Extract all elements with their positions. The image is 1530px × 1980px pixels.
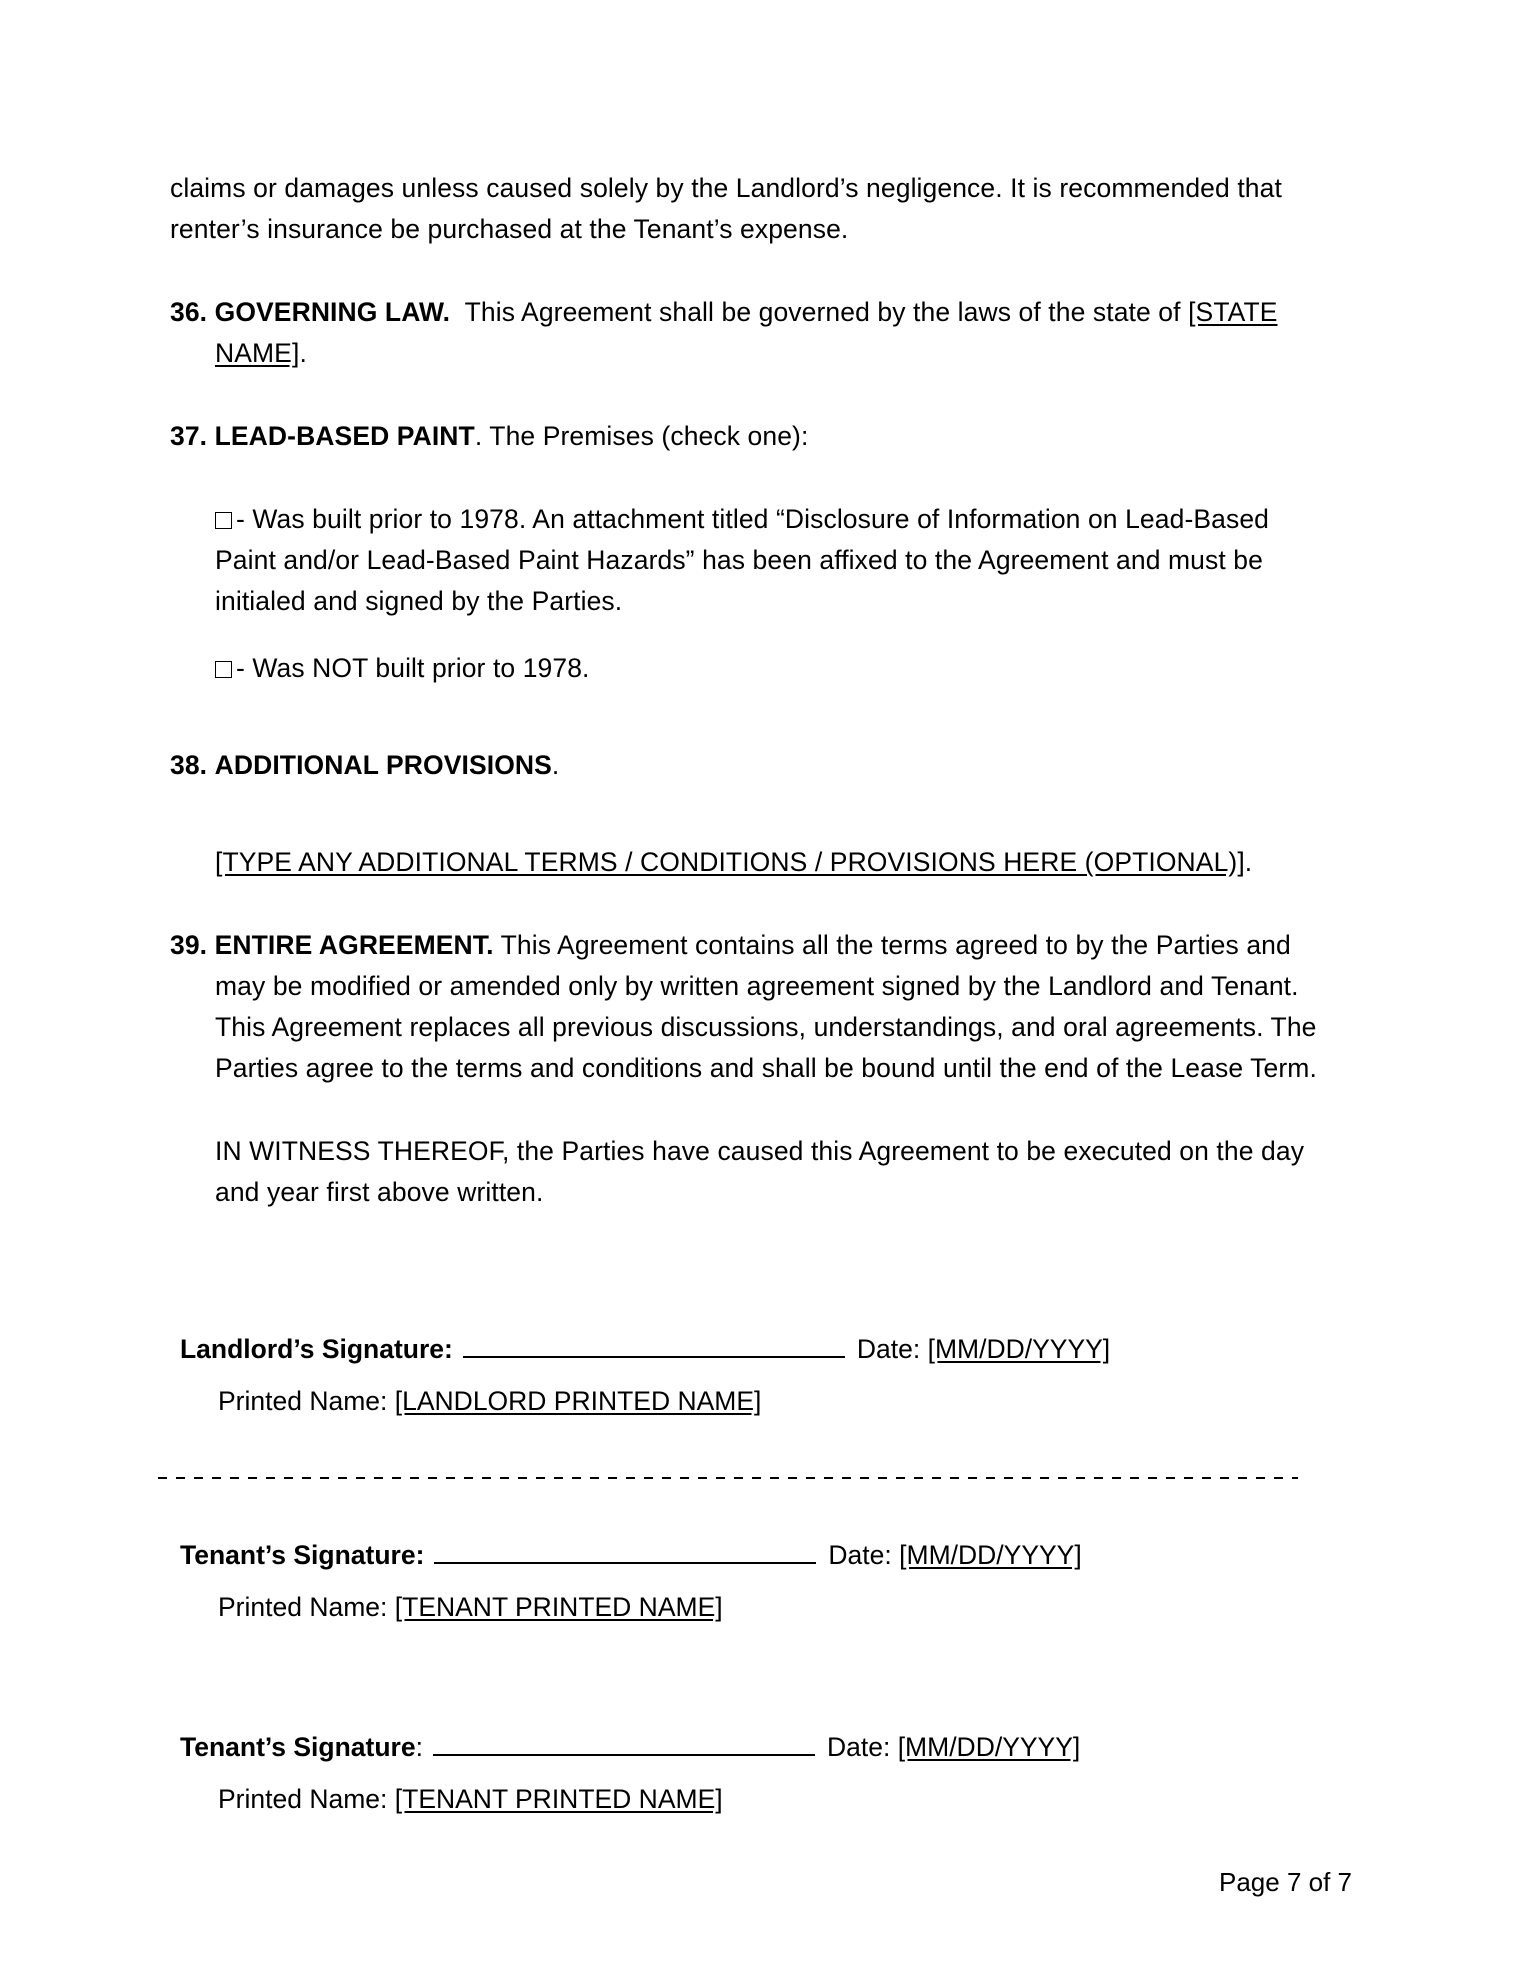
tenant-1-printed-name-label: Printed Name:: [218, 1592, 388, 1622]
tenant-2-signature-label: Tenant’s Signature: [180, 1732, 416, 1762]
landlord-signature-label: Landlord’s Signature: [180, 1334, 445, 1364]
section-38-heading: ADDITIONAL PROVISIONS: [214, 750, 552, 780]
spacer: [170, 1627, 1320, 1701]
tenant-1-date-value[interactable]: [MM/DD/YYYY]: [899, 1540, 1082, 1570]
section-38-period: .: [551, 750, 560, 780]
additional-provisions-placeholder[interactable]: [TYPE ANY ADDITIONAL TERMS / CONDITIONS / PROVISIONS HERE (OPTIONAL)]: [215, 847, 1245, 877]
checkbox-unchecked-icon[interactable]: [215, 512, 232, 529]
tenant-1-signature-field[interactable]: [434, 1536, 816, 1564]
spacer: [170, 1089, 1320, 1131]
tenant-2-signature-field[interactable]: [433, 1728, 815, 1756]
landlord-printed-name-row: [170, 1381, 1320, 1421]
section-39-heading: ENTIRE AGREEMENT.: [214, 930, 494, 960]
additional-provisions-placeholder-row: [170, 842, 1320, 883]
spacer: [170, 250, 1320, 292]
section-39-body: This Agreement contains all the terms agreed to by the Parties and may be modified or amended only by written agreement signed by the Landlord and Tenant. This Agreement replaces all previous discussions, understandings, and oral agreements. The Parties agree to the terms and conditions and shall be bound until the end of the Lease Term.: [215, 930, 1317, 1083]
tenant-2-date-label: Date:: [826, 1732, 891, 1762]
tenant-1-printed-name-row: [170, 1587, 1320, 1627]
tenant-2-printed-name-row: [170, 1779, 1320, 1819]
spacer: [170, 374, 1320, 416]
section-36-state-placeholder[interactable]: [STATE NAME]: [215, 297, 1278, 368]
section-38-number: 38.: [170, 750, 208, 780]
lead-paint-option-2[interactable]: [170, 648, 1320, 689]
section-39-number: 39.: [170, 930, 208, 960]
tenant-2-signature-row: [170, 1727, 1320, 1767]
lead-paint-option-1[interactable]: [170, 499, 1320, 622]
section-36-body-before: This Agreement shall be governed by the laws of the state of: [464, 297, 1189, 327]
section-37-subtext: . The Premises (check one):: [474, 421, 809, 451]
section-37-heading: LEAD-BASED PAINT: [214, 421, 475, 451]
spacer: [170, 457, 1320, 499]
section-39-entire-agreement: [170, 925, 1320, 1089]
tenant-2-signature-colon: :: [415, 1732, 423, 1762]
spacer: [170, 1479, 1320, 1535]
additional-provisions-trailing-period: .: [1244, 847, 1253, 877]
section-36-number: 36.: [170, 297, 208, 327]
spacer: [170, 689, 1320, 745]
landlord-signature-row: [170, 1329, 1320, 1369]
tenant-1-signature-colon: :: [415, 1540, 425, 1570]
section-36-body-after: .: [299, 338, 307, 368]
spacer: [170, 786, 1320, 842]
witness-paragraph: IN WITNESS THEREOF, the Parties have caused this Agreement to be executed on the day and year first above written.: [215, 1136, 1305, 1207]
spacer: [170, 1421, 1320, 1477]
landlord-printed-name-label: Printed Name:: [218, 1386, 388, 1416]
tenant-2-printed-name-label: Printed Name:: [218, 1784, 388, 1814]
spacer: [170, 1701, 1320, 1727]
page-content: [170, 168, 1320, 1819]
lead-paint-option-2-label: - Was NOT built prior to 1978.: [236, 653, 590, 683]
landlord-signature-field[interactable]: [463, 1330, 845, 1358]
tenant-1-printed-name-value[interactable]: [TENANT PRINTED NAME]: [394, 1592, 723, 1622]
checkbox-unchecked-icon[interactable]: [215, 661, 232, 678]
section-38-additional-provisions: [170, 745, 1320, 786]
landlord-printed-name-value[interactable]: [LANDLORD PRINTED NAME]: [394, 1386, 762, 1416]
spacer: [170, 1213, 1320, 1287]
tenant-2-printed-name-value[interactable]: [TENANT PRINTED NAME]: [394, 1784, 723, 1814]
tenant-2-date-value[interactable]: [MM/DD/YYYY]: [897, 1732, 1081, 1762]
spacer: [170, 1287, 1320, 1329]
spacer: [170, 883, 1320, 925]
lead-paint-option-1-label: - Was built prior to 1978. An attachment titled “Disclosure of Information on Lead-Based Paint and/or Lead-Based Paint Hazards” has been affixed to the Agreement and must be initialed and signed by the Parties.: [215, 504, 1270, 616]
intro-continuation-paragraph: claims or damages unless caused solely by the Landlord’s negligence. It is recommended that renter’s insurance be purchased at the Tenant’s expense.: [170, 173, 1282, 244]
section-36-heading: GOVERNING LAW.: [214, 297, 451, 327]
page-footer: Page 7 of 7: [1219, 1867, 1352, 1897]
landlord-date-label: Date:: [856, 1334, 921, 1364]
landlord-signature-colon: :: [444, 1334, 453, 1364]
section-36-governing-law: [170, 292, 1320, 374]
landlord-date-value[interactable]: [MM/DD/YYYY]: [927, 1334, 1111, 1364]
section-37-number: 37.: [170, 421, 208, 451]
tenant-1-signature-row: [170, 1535, 1320, 1575]
spacer: [170, 622, 1320, 648]
tenant-1-signature-label: Tenant’s Signature: [180, 1540, 416, 1570]
tenant-1-date-label: Date:: [828, 1540, 892, 1570]
section-37-lead-based-paint: [170, 416, 1320, 457]
